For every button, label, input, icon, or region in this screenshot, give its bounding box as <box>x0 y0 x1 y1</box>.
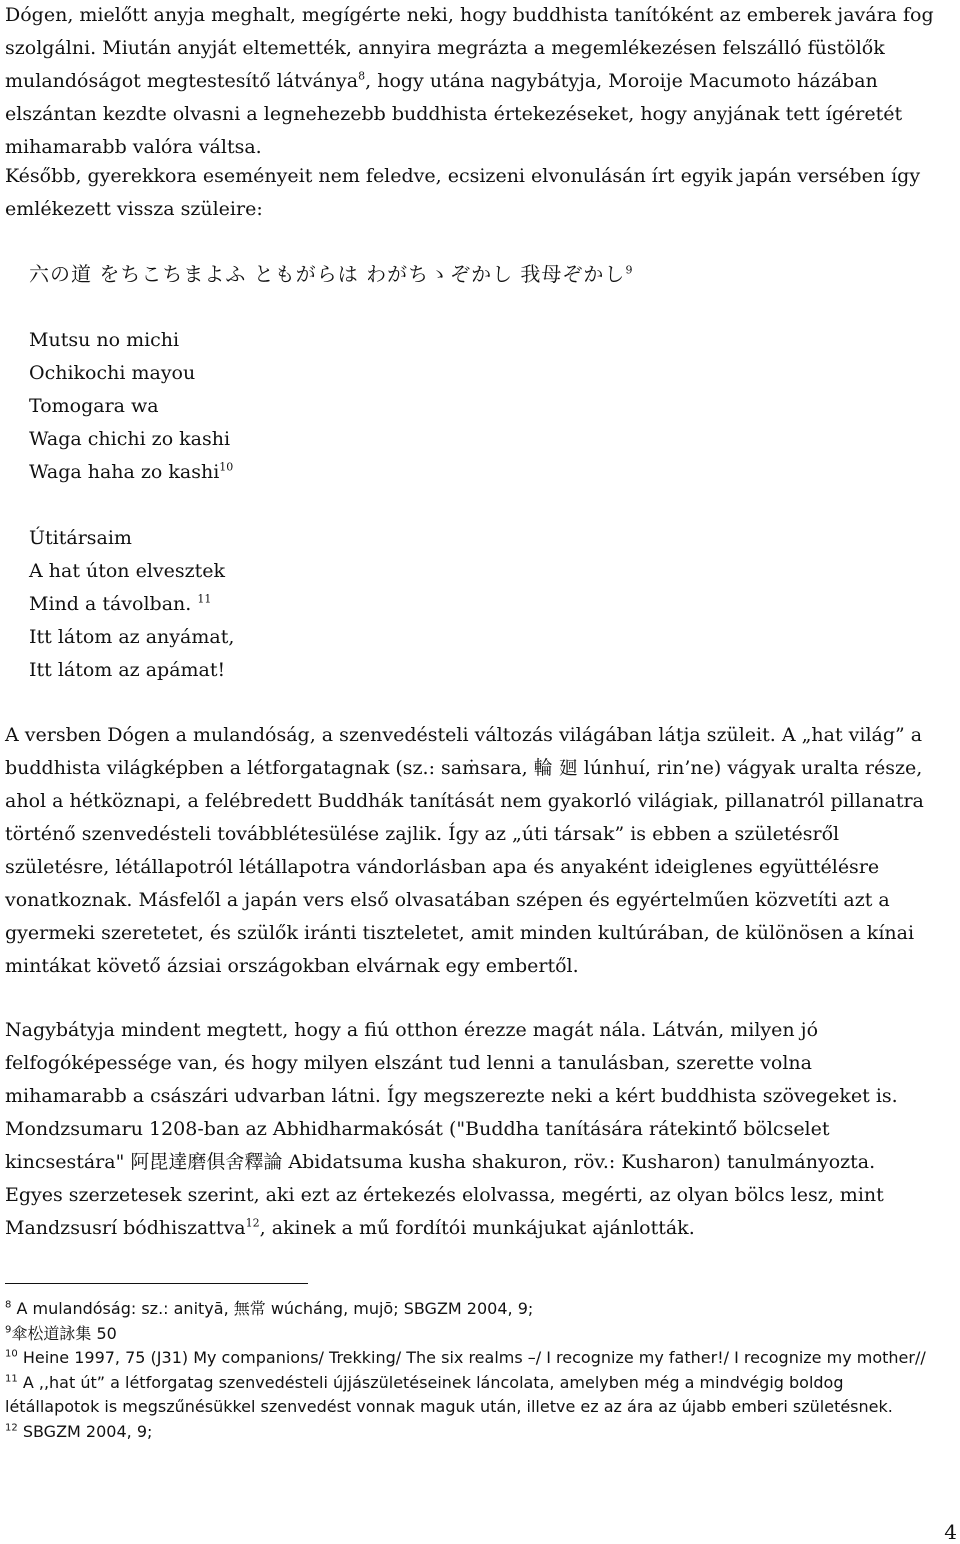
footnote <box>5 1346 935 1371</box>
poem-romaji-line <box>29 456 929 489</box>
footnote <box>5 1322 935 1347</box>
paragraph-4-text: Nagybátyja mindent megtett, hogy a fiú otthon érezze magát nála. Látván, milyen jó felfogóképessége van, és hogy milyen elszánt tud lenni a tanulásban, szerette volna mihamarabb a császári udvarban látni. Így megszerezte neki a kért buddhista szövegeket is. Mondzsumaru 1208-ban az Abhidharmakósát ("Buddha tanítására rátekintő bölcselet kincsestára" 阿毘達磨俱舍釋論 Abidatsuma kusha shakuron, röv.: Kusharon) tanulmányozta. Egyes szerzetesek szerint, aki ezt az értekezés elolvassa, megérti, az olyan bölcs lesz, mint Mandzsusrí bódhiszattva <box>5 1019 898 1239</box>
poem-romaji-line: Ochikochi mayou <box>29 362 196 384</box>
footnote-ref-10[interactable]: 10 <box>219 460 234 474</box>
footnote-text: A ,,hat út” a létforgatag szenvedésteli újjászületéseinek láncolata, amelyben még a mindvégig boldog létállapotok is megszűnésükkel szenvedést vonnak maguk után, illetve ez az ára az újabb emberi születésnek. <box>5 1372 893 1416</box>
footnote <box>5 1297 935 1322</box>
paragraph-1 <box>5 0 935 164</box>
footnote-text: 傘松道詠集 50 <box>11 1323 117 1343</box>
poem-romaji-line: Waga chichi zo kashi <box>29 428 231 450</box>
footnote-ref-8[interactable]: 8 <box>358 69 366 83</box>
poem-hungarian-line: A hat úton elvesztek <box>29 560 226 582</box>
footnote-text: A mulandóság: sz.: anityā, 無常 wúcháng, mujō; SBGZM 2004, 9; <box>11 1299 534 1318</box>
poem-hungarian <box>29 522 929 687</box>
footnote-text: SBGZM 2004, 9; <box>17 1421 153 1441</box>
footnote-ref-12[interactable]: 12 <box>245 1216 260 1230</box>
footnote-ref-11[interactable]: 11 <box>197 592 212 606</box>
footnote-number: 12 <box>5 1422 18 1434</box>
paragraph-2: Később, gyerekkora eseményeit nem feledve, ecsizeni elvonulásán írt egyik japán versében így emlékezett vissza szüleire: <box>5 165 921 220</box>
paragraph-1-text-rest: , hogy utána nagybátyja, Moroije Macumoto házában elszántan kezdte olvasni a legnehezebb buddhista értekezéseket, hogy anyjának tett ígéretét mihamarabb valóra váltsa. <box>5 70 903 158</box>
poem-japanese-text: 六の道 をちこちまよふ ともがらは わがちゝぞかし 我母ぞかし <box>29 262 626 286</box>
footnote-ref-9[interactable]: 9 <box>625 263 634 277</box>
paragraph-4-text-rest: , akinek a mű fordítói munkájukat ajánlották. <box>259 1217 695 1239</box>
footnote-text: Heine 1997, 75 (J31) My companions/ Trekking/ The six realms –/ I recognize my father!/ I recognize my mother// <box>17 1348 926 1367</box>
poem-hungarian-line: Útitársaim <box>29 527 132 549</box>
poem-romaji <box>29 324 929 489</box>
footnote-number: 11 <box>5 1373 18 1385</box>
poem-romaji-line-text: Waga haha zo kashi <box>29 461 220 483</box>
page-number: 4 <box>944 1520 957 1544</box>
footnotes <box>5 1297 935 1444</box>
poem-hungarian-line-text: Mind a távolban. <box>29 593 192 615</box>
paragraph-4 <box>5 1014 935 1245</box>
poem-romaji-line: Mutsu no michi <box>29 329 180 351</box>
footnote-number: 9 <box>5 1324 12 1336</box>
footnote <box>5 1371 935 1420</box>
footnote-number: 10 <box>5 1348 18 1360</box>
poem-japanese <box>29 258 929 287</box>
poem-hungarian-line: Itt látom az anyámat, <box>29 626 235 648</box>
footnote-number: 8 <box>5 1299 12 1311</box>
poem-hungarian-line: Itt látom az apámat! <box>29 659 226 681</box>
footnote-separator <box>5 1283 308 1284</box>
poem-hungarian-line <box>29 588 929 621</box>
paragraph-1-text: Dógen, mielőtt anyja meghalt, megígérte neki, hogy buddhista tanítóként az emberek javára fog szolgálni. Miután anyját eltemették, annyira megrázta a megemlékezésen felszálló füstölők mulandóságot megtestesítő látványa <box>5 4 934 92</box>
poem-romaji-line: Tomogara wa <box>29 395 159 417</box>
footnote <box>5 1420 935 1445</box>
paragraph-3: A versben Dógen a mulandóság, a szenvedésteli változás világában látja szüleit. A „hat világ” a buddhista világképben a létforgatagnak (sz.: saṁsara, 輪 廻 lúnhuí, rin’ne) vágyak uralta része, ahol a hétköznapi, a felébredett Buddhák tanítását nem gyakorló világiak, pillanatról pillanatra történő szenvedésteli továbblétesülése zajlik. Így az „úti társak” is ebben a születésről születésre, létállapotról létállapotra vándorlásban apa és anyaként ideiglenes együttélésre vonatkoznak. Másfelől a japán vers első olvasatában szépen és egyértelműen közvetíti azt a gyermeki szeretetet, és szülők iránti tiszteletet, amit minden kultúrában, de különösen a kínai mintákat követő ázsiai országokban elvárnak egy embertől. <box>5 724 924 977</box>
